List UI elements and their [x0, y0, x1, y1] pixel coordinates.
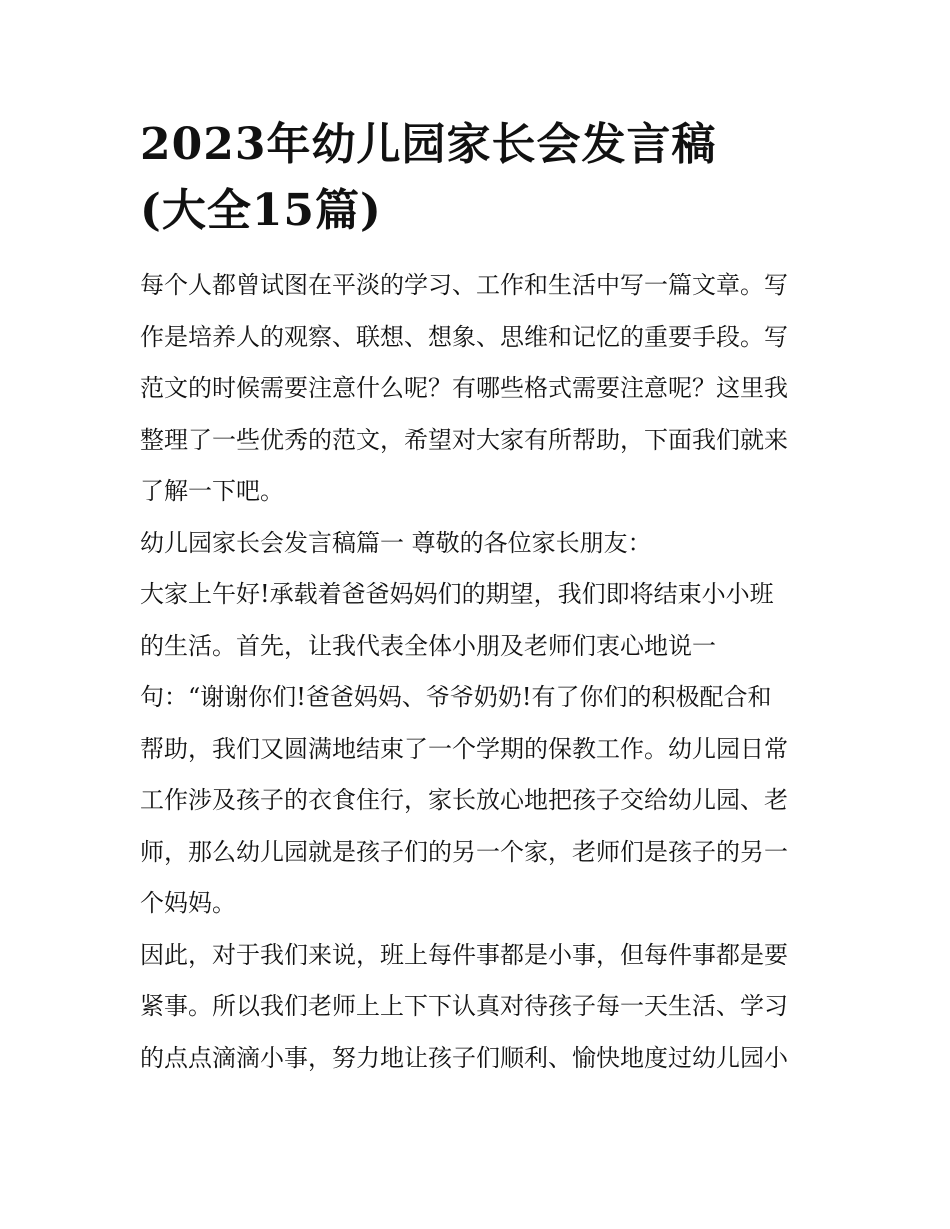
text-line: 每个人都曾试图在平淡的学习、工作和生活中写一篇文章。写 — [140, 271, 788, 299]
text-line: 因此，对于我们来说，班上每件事都是小事，但每件事都是要 — [140, 940, 788, 969]
text-line: 紧事。所以我们老师上上下下认真对待孩子每一天生活、学习 — [140, 992, 788, 1020]
document-content — [140, 112, 820, 1084]
text-line: 整理了一些优秀的范文，希望对大家有所帮助，下面我们就来 — [140, 425, 788, 454]
text-line: 师，那么幼儿园就是孩子们的另一个家，老师们是孩子的另一 — [140, 837, 788, 866]
document-body — [140, 260, 820, 1084]
text-line: 的点点滴滴小事，努力地让孩子们顺利、愉快地度过幼儿园小 — [140, 1043, 788, 1072]
text-line: 个妈妈。 — [140, 889, 236, 917]
text-line: 工作涉及孩子的衣食住行，家长放心地把孩子交给幼儿园、老 — [140, 786, 788, 814]
text-line: 作是培养人的观察、联想、想象、思维和记忆的重要手段。写 — [140, 322, 788, 351]
text-line: 大家上午好!承载着爸爸妈妈们的期望，我们即将结束小小班 — [140, 580, 774, 608]
paragraph-greeting — [140, 569, 820, 930]
text-line: 范文的时候需要注意什么呢？有哪些格式需要注意呢？这里我 — [140, 374, 788, 402]
paragraph-intro — [140, 260, 820, 518]
text-line: 了解一下吧。 — [140, 477, 284, 505]
title-line: 2023年幼儿园家长会发言稿 — [140, 119, 717, 170]
paragraph-body — [140, 930, 820, 1085]
text-line: 的生活。首先，让我代表全体小朋及老师们衷心地说一 — [140, 631, 716, 660]
paragraph-section-heading — [140, 518, 820, 570]
title-line: (大全15篇) — [140, 185, 382, 236]
text-line: 句：“谢谢你们!爸爸妈妈、爷爷奶奶!有了你们的积极配合和 — [140, 683, 772, 711]
document-title — [140, 112, 820, 244]
text-line: 幼儿园家长会发言稿篇一 尊敬的各位家长朋友： — [140, 528, 652, 557]
text-line: 帮助，我们又圆满地结束了一个学期的保教工作。幼儿园日常 — [140, 734, 788, 763]
